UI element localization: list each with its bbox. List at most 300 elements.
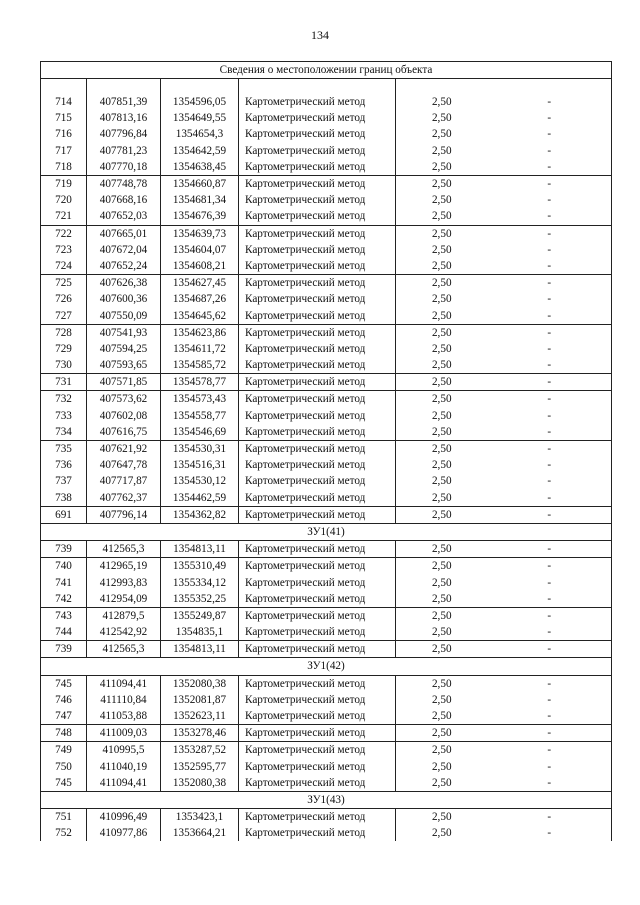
coordinate-y: 1354835,1 xyxy=(161,624,239,641)
description-dash: - xyxy=(488,473,612,489)
determination-method: Картометрический метод xyxy=(239,357,396,374)
coordinate-y: 1354516,31 xyxy=(161,457,239,473)
determination-method: Картометрический метод xyxy=(239,175,396,192)
description-dash: - xyxy=(488,408,612,424)
section-label: ЗУ1(43) xyxy=(41,791,612,808)
description-dash: - xyxy=(488,143,612,159)
determination-method: Картометрический метод xyxy=(239,742,396,759)
coordinate-y: 1354639,73 xyxy=(161,225,239,242)
table-row xyxy=(41,94,612,110)
coordinate-y: 1353664,21 xyxy=(161,825,239,841)
description-dash: - xyxy=(488,490,612,507)
description-dash: - xyxy=(488,126,612,142)
point-number: 749 xyxy=(41,742,87,759)
accuracy-value: 2,50 xyxy=(396,307,488,324)
point-number: 723 xyxy=(41,242,87,258)
description-dash: - xyxy=(488,506,612,523)
section-header-row xyxy=(41,658,612,675)
coordinate-x: 407616,75 xyxy=(87,424,161,441)
determination-method: Картометрический метод xyxy=(239,775,396,792)
boundary-coordinates-table xyxy=(40,61,612,841)
coordinate-y: 1354645,62 xyxy=(161,307,239,324)
coordinate-y: 1354638,45 xyxy=(161,159,239,176)
coordinate-y: 1353423,1 xyxy=(161,809,239,826)
accuracy-value: 2,50 xyxy=(396,506,488,523)
table-row xyxy=(41,408,612,424)
description-dash: - xyxy=(488,440,612,457)
accuracy-value: 2,50 xyxy=(396,591,488,608)
coordinate-x: 412565,3 xyxy=(87,541,161,558)
accuracy-value: 2,50 xyxy=(396,541,488,558)
point-number: 745 xyxy=(41,675,87,692)
point-number: 729 xyxy=(41,341,87,357)
point-number: 691 xyxy=(41,506,87,523)
table-row xyxy=(41,225,612,242)
description-dash: - xyxy=(488,692,612,708)
accuracy-value: 2,50 xyxy=(396,607,488,624)
table-row xyxy=(41,825,612,841)
determination-method: Картометрический метод xyxy=(239,408,396,424)
point-number: 720 xyxy=(41,192,87,208)
table-row xyxy=(41,506,612,523)
coordinate-x: 412965,19 xyxy=(87,558,161,575)
coordinate-x: 407652,24 xyxy=(87,258,161,275)
point-number: 716 xyxy=(41,126,87,142)
accuracy-value: 2,50 xyxy=(396,574,488,590)
coordinate-y: 1352623,11 xyxy=(161,708,239,725)
coordinate-x: 407541,93 xyxy=(87,324,161,341)
section-label: ЗУ1(41) xyxy=(41,523,612,540)
coordinate-y: 1355310,49 xyxy=(161,558,239,575)
table-row xyxy=(41,110,612,126)
determination-method: Картометрический метод xyxy=(239,541,396,558)
coordinate-x: 407621,92 xyxy=(87,440,161,457)
coordinate-y: 1354558,77 xyxy=(161,408,239,424)
determination-method: Картометрический метод xyxy=(239,192,396,208)
coordinate-y: 1354687,26 xyxy=(161,291,239,307)
determination-method: Картометрический метод xyxy=(239,159,396,176)
accuracy-value: 2,50 xyxy=(396,159,488,176)
description-dash: - xyxy=(488,675,612,692)
accuracy-value: 2,50 xyxy=(396,759,488,775)
determination-method: Картометрический метод xyxy=(239,324,396,341)
accuracy-value: 2,50 xyxy=(396,357,488,374)
coordinate-y: 1354596,05 xyxy=(161,94,239,110)
accuracy-value: 2,50 xyxy=(396,110,488,126)
point-number: 725 xyxy=(41,275,87,292)
point-number: 719 xyxy=(41,175,87,192)
description-dash: - xyxy=(488,641,612,658)
table-row xyxy=(41,391,612,408)
coordinate-x: 412954,09 xyxy=(87,591,161,608)
accuracy-value: 2,50 xyxy=(396,126,488,142)
description-dash: - xyxy=(488,759,612,775)
table-row xyxy=(41,725,612,742)
determination-method: Картометрический метод xyxy=(239,341,396,357)
accuracy-value: 2,50 xyxy=(396,258,488,275)
coordinate-y: 1354362,82 xyxy=(161,506,239,523)
page-number: 134 xyxy=(311,28,329,42)
point-number: 738 xyxy=(41,490,87,507)
coordinate-y: 1354654,3 xyxy=(161,126,239,142)
description-dash: - xyxy=(488,175,612,192)
description-dash: - xyxy=(488,307,612,324)
coordinate-y: 1354573,43 xyxy=(161,391,239,408)
coordinate-x: 410995,5 xyxy=(87,742,161,759)
determination-method: Картометрический метод xyxy=(239,675,396,692)
determination-method: Картометрический метод xyxy=(239,307,396,324)
description-dash: - xyxy=(488,775,612,792)
coordinate-y: 1354546,69 xyxy=(161,424,239,441)
accuracy-value: 2,50 xyxy=(396,641,488,658)
coordinate-x: 407668,16 xyxy=(87,192,161,208)
determination-method: Картометрический метод xyxy=(239,440,396,457)
description-dash: - xyxy=(488,275,612,292)
determination-method: Картометрический метод xyxy=(239,126,396,142)
coordinate-y: 1354623,86 xyxy=(161,324,239,341)
coordinate-x: 411053,88 xyxy=(87,708,161,725)
accuracy-value: 2,50 xyxy=(396,175,488,192)
table-row xyxy=(41,175,612,192)
table-row xyxy=(41,473,612,489)
coordinate-y: 1354578,77 xyxy=(161,374,239,391)
point-number: 744 xyxy=(41,624,87,641)
description-dash: - xyxy=(488,725,612,742)
accuracy-value: 2,50 xyxy=(396,725,488,742)
table-row xyxy=(41,759,612,775)
point-number: 715 xyxy=(41,110,87,126)
table-row xyxy=(41,357,612,374)
table-row xyxy=(41,742,612,759)
table-row xyxy=(41,708,612,725)
accuracy-value: 2,50 xyxy=(396,457,488,473)
determination-method: Картометрический метод xyxy=(239,759,396,775)
accuracy-value: 2,50 xyxy=(396,341,488,357)
coordinate-x: 407652,03 xyxy=(87,208,161,225)
description-dash: - xyxy=(488,374,612,391)
section-label: ЗУ1(42) xyxy=(41,658,612,675)
accuracy-value: 2,50 xyxy=(396,624,488,641)
point-number: 748 xyxy=(41,725,87,742)
point-number: 732 xyxy=(41,391,87,408)
coordinate-x: 411094,41 xyxy=(87,775,161,792)
coordinate-y: 1354676,39 xyxy=(161,208,239,225)
table-row xyxy=(41,275,612,292)
determination-method: Картометрический метод xyxy=(239,374,396,391)
coordinate-x: 407796,14 xyxy=(87,506,161,523)
description-dash: - xyxy=(488,624,612,641)
coordinate-x: 407550,09 xyxy=(87,307,161,324)
coordinate-y: 1355352,25 xyxy=(161,591,239,608)
point-number: 750 xyxy=(41,759,87,775)
point-number: 737 xyxy=(41,473,87,489)
coordinate-x: 411009,03 xyxy=(87,725,161,742)
table-row xyxy=(41,809,612,826)
coordinate-x: 412993,83 xyxy=(87,574,161,590)
table-row xyxy=(41,258,612,275)
coordinate-y: 1354813,11 xyxy=(161,541,239,558)
coordinate-x: 410977,86 xyxy=(87,825,161,841)
accuracy-value: 2,50 xyxy=(396,675,488,692)
determination-method: Картометрический метод xyxy=(239,275,396,292)
description-dash: - xyxy=(488,192,612,208)
table-row xyxy=(41,324,612,341)
description-dash: - xyxy=(488,558,612,575)
point-number: 735 xyxy=(41,440,87,457)
point-number: 745 xyxy=(41,775,87,792)
coordinate-y: 1354585,72 xyxy=(161,357,239,374)
accuracy-value: 2,50 xyxy=(396,558,488,575)
coordinate-x: 407748,78 xyxy=(87,175,161,192)
accuracy-value: 2,50 xyxy=(396,192,488,208)
point-number: 722 xyxy=(41,225,87,242)
coordinate-y: 1352080,38 xyxy=(161,775,239,792)
description-dash: - xyxy=(488,341,612,357)
coordinate-y: 1355249,87 xyxy=(161,607,239,624)
coordinate-x: 412565,3 xyxy=(87,641,161,658)
determination-method: Картометрический метод xyxy=(239,110,396,126)
determination-method: Картометрический метод xyxy=(239,607,396,624)
determination-method: Картометрический метод xyxy=(239,692,396,708)
table-row xyxy=(41,607,612,624)
determination-method: Картометрический метод xyxy=(239,591,396,608)
table-row xyxy=(41,574,612,590)
table-blank-row xyxy=(41,79,612,95)
coordinate-x: 410996,49 xyxy=(87,809,161,826)
determination-method: Картометрический метод xyxy=(239,457,396,473)
accuracy-value: 2,50 xyxy=(396,490,488,507)
coordinate-x: 407781,23 xyxy=(87,143,161,159)
determination-method: Картометрический метод xyxy=(239,809,396,826)
point-number: 736 xyxy=(41,457,87,473)
table-row xyxy=(41,591,612,608)
coordinate-y: 1353278,46 xyxy=(161,725,239,742)
coordinate-x: 407672,04 xyxy=(87,242,161,258)
table-row xyxy=(41,541,612,558)
determination-method: Картометрический метод xyxy=(239,825,396,841)
description-dash: - xyxy=(488,708,612,725)
table-row xyxy=(41,291,612,307)
point-number: 741 xyxy=(41,574,87,590)
determination-method: Картометрический метод xyxy=(239,242,396,258)
coordinate-x: 407593,65 xyxy=(87,357,161,374)
accuracy-value: 2,50 xyxy=(396,208,488,225)
determination-method: Картометрический метод xyxy=(239,624,396,641)
accuracy-value: 2,50 xyxy=(396,408,488,424)
point-number: 714 xyxy=(41,94,87,110)
determination-method: Картометрический метод xyxy=(239,641,396,658)
determination-method: Картометрический метод xyxy=(239,506,396,523)
coordinate-y: 1354608,21 xyxy=(161,258,239,275)
point-number: 739 xyxy=(41,641,87,658)
table-row xyxy=(41,558,612,575)
coordinate-x: 407813,16 xyxy=(87,110,161,126)
accuracy-value: 2,50 xyxy=(396,775,488,792)
description-dash: - xyxy=(488,159,612,176)
determination-method: Картометрический метод xyxy=(239,473,396,489)
coordinate-x: 407647,78 xyxy=(87,457,161,473)
description-dash: - xyxy=(488,391,612,408)
description-dash: - xyxy=(488,324,612,341)
description-dash: - xyxy=(488,208,612,225)
point-number: 734 xyxy=(41,424,87,441)
point-number: 746 xyxy=(41,692,87,708)
description-dash: - xyxy=(488,110,612,126)
coordinate-y: 1353287,52 xyxy=(161,742,239,759)
coordinate-x: 412542,92 xyxy=(87,624,161,641)
point-number: 740 xyxy=(41,558,87,575)
point-number: 739 xyxy=(41,541,87,558)
determination-method: Картометрический метод xyxy=(239,558,396,575)
description-dash: - xyxy=(488,809,612,826)
coordinate-y: 1355334,12 xyxy=(161,574,239,590)
coordinate-y: 1354530,12 xyxy=(161,473,239,489)
table-row xyxy=(41,307,612,324)
accuracy-value: 2,50 xyxy=(396,275,488,292)
point-number: 717 xyxy=(41,143,87,159)
coordinate-x: 412879,5 xyxy=(87,607,161,624)
table-row xyxy=(41,159,612,176)
determination-method: Картометрический метод xyxy=(239,391,396,408)
description-dash: - xyxy=(488,742,612,759)
section-header-row xyxy=(41,523,612,540)
table-row xyxy=(41,457,612,473)
description-dash: - xyxy=(488,825,612,841)
point-number: 751 xyxy=(41,809,87,826)
accuracy-value: 2,50 xyxy=(396,225,488,242)
accuracy-value: 2,50 xyxy=(396,473,488,489)
accuracy-value: 2,50 xyxy=(396,94,488,110)
table-title: Сведения о местоположении границ объекта xyxy=(41,62,612,79)
accuracy-value: 2,50 xyxy=(396,742,488,759)
coordinate-y: 1352595,77 xyxy=(161,759,239,775)
accuracy-value: 2,50 xyxy=(396,374,488,391)
determination-method: Картометрический метод xyxy=(239,291,396,307)
coordinate-x: 411040,19 xyxy=(87,759,161,775)
description-dash: - xyxy=(488,357,612,374)
point-number: 727 xyxy=(41,307,87,324)
accuracy-value: 2,50 xyxy=(396,809,488,826)
table-row xyxy=(41,341,612,357)
table-title-row xyxy=(41,62,612,79)
coordinate-y: 1354681,34 xyxy=(161,192,239,208)
coordinate-y: 1354660,87 xyxy=(161,175,239,192)
coordinate-y: 1354462,59 xyxy=(161,490,239,507)
table-row xyxy=(41,374,612,391)
point-number: 742 xyxy=(41,591,87,608)
point-number: 731 xyxy=(41,374,87,391)
point-number: 743 xyxy=(41,607,87,624)
coordinate-x: 407602,08 xyxy=(87,408,161,424)
coordinate-x: 407796,84 xyxy=(87,126,161,142)
coordinate-x: 411110,84 xyxy=(87,692,161,708)
coordinate-x: 407717,87 xyxy=(87,473,161,489)
description-dash: - xyxy=(488,291,612,307)
point-number: 733 xyxy=(41,408,87,424)
point-number: 724 xyxy=(41,258,87,275)
accuracy-value: 2,50 xyxy=(396,424,488,441)
coordinate-y: 1354813,11 xyxy=(161,641,239,658)
description-dash: - xyxy=(488,225,612,242)
accuracy-value: 2,50 xyxy=(396,291,488,307)
coordinate-x: 407762,37 xyxy=(87,490,161,507)
coordinate-x: 407851,39 xyxy=(87,94,161,110)
accuracy-value: 2,50 xyxy=(396,143,488,159)
accuracy-value: 2,50 xyxy=(396,708,488,725)
coordinate-y: 1352080,38 xyxy=(161,675,239,692)
determination-method: Картометрический метод xyxy=(239,94,396,110)
determination-method: Картометрический метод xyxy=(239,725,396,742)
accuracy-value: 2,50 xyxy=(396,692,488,708)
table-row xyxy=(41,208,612,225)
determination-method: Картометрический метод xyxy=(239,208,396,225)
coordinate-y: 1354611,72 xyxy=(161,341,239,357)
point-number: 728 xyxy=(41,324,87,341)
point-number: 721 xyxy=(41,208,87,225)
point-number: 752 xyxy=(41,825,87,841)
determination-method: Картометрический метод xyxy=(239,708,396,725)
accuracy-value: 2,50 xyxy=(396,825,488,841)
description-dash: - xyxy=(488,591,612,608)
coordinate-x: 407770,18 xyxy=(87,159,161,176)
point-number: 726 xyxy=(41,291,87,307)
determination-method: Картометрический метод xyxy=(239,225,396,242)
table-row xyxy=(41,692,612,708)
coordinate-y: 1354604,07 xyxy=(161,242,239,258)
point-number: 747 xyxy=(41,708,87,725)
accuracy-value: 2,50 xyxy=(396,440,488,457)
description-dash: - xyxy=(488,94,612,110)
table-row xyxy=(41,192,612,208)
determination-method: Картометрический метод xyxy=(239,490,396,507)
coordinate-y: 1354627,45 xyxy=(161,275,239,292)
table-row xyxy=(41,775,612,792)
table-row xyxy=(41,424,612,441)
table-row xyxy=(41,143,612,159)
accuracy-value: 2,50 xyxy=(396,391,488,408)
table-row xyxy=(41,641,612,658)
coordinate-x: 407594,25 xyxy=(87,341,161,357)
table-row xyxy=(41,126,612,142)
determination-method: Картометрический метод xyxy=(239,258,396,275)
description-dash: - xyxy=(488,574,612,590)
coordinate-x: 407626,38 xyxy=(87,275,161,292)
determination-method: Картометрический метод xyxy=(239,424,396,441)
section-header-row xyxy=(41,791,612,808)
accuracy-value: 2,50 xyxy=(396,242,488,258)
coordinate-x: 407571,85 xyxy=(87,374,161,391)
coordinate-y: 1354649,55 xyxy=(161,110,239,126)
coordinate-x: 407573,62 xyxy=(87,391,161,408)
description-dash: - xyxy=(488,424,612,441)
table-row xyxy=(41,440,612,457)
point-number: 718 xyxy=(41,159,87,176)
accuracy-value: 2,50 xyxy=(396,324,488,341)
point-number: 730 xyxy=(41,357,87,374)
table-row xyxy=(41,675,612,692)
coordinate-x: 407600,36 xyxy=(87,291,161,307)
coordinate-y: 1354530,31 xyxy=(161,440,239,457)
table-row xyxy=(41,624,612,641)
description-dash: - xyxy=(488,258,612,275)
determination-method: Картометрический метод xyxy=(239,143,396,159)
description-dash: - xyxy=(488,242,612,258)
coordinate-x: 411094,41 xyxy=(87,675,161,692)
description-dash: - xyxy=(488,457,612,473)
table-row xyxy=(41,490,612,507)
coordinate-y: 1352081,87 xyxy=(161,692,239,708)
determination-method: Картометрический метод xyxy=(239,574,396,590)
